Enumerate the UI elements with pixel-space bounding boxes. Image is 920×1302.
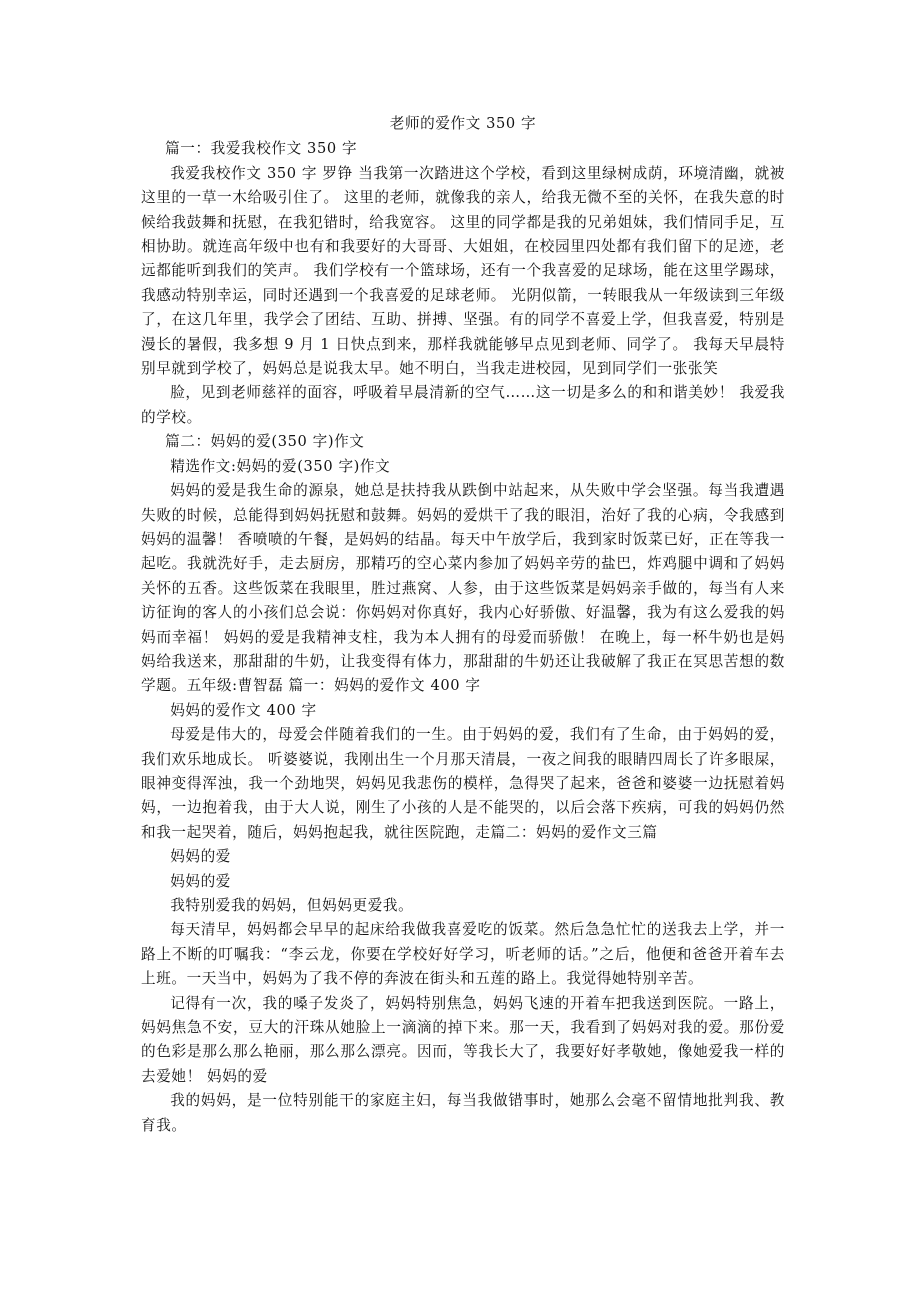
paragraph: 脸，见到老师慈祥的面容，呼吸着早晨清新的空气……这一切是多么的和和谐美妙！ 我爱我的学校。: [141, 384, 785, 426]
section-subheading: 妈妈的爱: [170, 848, 231, 866]
document-title: 老师的爱作文 350 字: [389, 115, 537, 132]
document-page: [141, 112, 785, 1138]
paragraph: 我特别爱我的妈妈，但妈妈更爱我。: [170, 897, 414, 914]
section-subheading: 妈妈的爱: [170, 872, 231, 890]
section-heading: 篇二：妈妈的爱(350 字)作文: [165, 433, 365, 451]
paragraph: 母爱是伟大的，母爱会伴随着我们的一生。由于妈妈的爱，我们有了生命，由于妈妈的爱，我们欢乐地成长。 听婆婆说，我刚出生一个月那天清晨，一夜之间我的眼睛四周长了许多眼屎，眼神变得浑浊，我一个劲地哭，妈妈见我悲伤的模样，急得哭了起来，爸爸和婆婆一边抚慰着妈妈，一边抱着我，由于大人说，刚生了小孩的人是不能哭的，以后会落下疾病，可我的妈妈仍然和我一起哭着，随后，妈妈抱起我，就往医院跑，走篇二：妈妈的爱作文三篇: [141, 726, 785, 841]
paragraph: 记得有一次，我的嗓子发炎了，妈妈特别焦急，妈妈飞速的开着车把我送到医院。一路上，妈妈焦急不安，豆大的汗珠从她脸上一滴滴的掉下来。那一天，我看到了妈妈对我的爱。那份爱的色彩是那么那么艳丽，那么那么漂亮。因而，等我长大了，我要好好孝敬她，像她爱我一样的去爱她！ 妈妈的爱: [141, 994, 785, 1085]
paragraph: 我爱我校作文 350 字 罗铮 当我第一次踏进这个学校，看到这里绿树成荫，环境清幽，就被这里的一草一木给吸引住了。 这里的老师，就像我的亲人，给我无微不至的关怀，在我失意的时候给我鼓舞和抚慰，在我犯错时，给我宽容。 这里的同学都是我的兄弟姐妹，我们情同手足，互相协助。就连高年级中也有和我要好的大哥哥、大姐姐，在校园里四处都有我们留下的足迹，老远都能听到我们的笑声。 我们学校有一个篮球场，还有一个我喜爱的足球场，能在这里学踢球，我感动特别幸运，同时还遇到一个我喜爱的足球老师。 光阴似箭，一转眼我从一年级读到三年级了，在这几年里，我学会了团结、互助、拼搏、坚强。有的同学不喜爱上学，但我喜爱，特别是漫长的暑假，我多想 9 月 1 日快点到来，那样我就能够早点见到老师、同学了。 我每天早晨特别早就到学校了，妈妈总是说我太早。她不明白，当我走进校园，见到同学们一张张笑: [141, 164, 785, 378]
paragraph: 每天清早，妈妈都会早早的起床给我做我喜爱吃的饭菜。然后急急忙忙的送我去上学，并一路上不断的叮嘱我：“李云龙，你要在学校好好学习，听老师的话。”之后，他便和爸爸开着车去上班。一天当中，妈妈为了我不停的奔波在街头和五莲的路上。我觉得她特别辛苦。: [141, 921, 785, 988]
section-subheading: 妈妈的爱作文 400 字: [170, 701, 317, 719]
section-heading: 篇一：我爱我校作文 350 字: [165, 140, 358, 158]
paragraph: 妈妈的爱是我生命的源泉，她总是扶持我从跌倒中站起来，从失败中学会坚强。每当我遭遇失败的时候，总能得到妈妈抚慰和鼓舞。妈妈的爱烘干了我的眼泪，治好了我的心病，令我感到妈妈的温馨！ 香喷喷的午餐，是妈妈的结晶。每天中午放学后，我到家时饭菜已好，正在等我一起吃。我就洗好手，走去厨房，那精巧的空心菜内参加了妈妈辛劳的盐巴，炸鸡腿中调和了妈妈关怀的五香。这些饭菜在我眼里，胜过燕窝、人参，由于这些饭菜是妈妈亲手做的，每当有人来访征询的客人的小孩们总会说：你妈妈对你真好，我内心好骄傲、好温馨，我为有这么爱我的妈妈而幸福！ 妈妈的爱是我精神支柱，我为本人拥有的母爱而骄傲！ 在晚上，每一杯牛奶也是妈妈给我送来，那甜甜的牛奶，让我变得有体力，那甜甜的牛奶还让我破解了我正在冥思苦想的数学题。五年级:曹智磊 篇一：妈妈的爱作文 400 字: [141, 482, 785, 695]
paragraph: 我的妈妈，是一位特别能干的家庭主妇，每当我做错事时，她那么会毫不留情地批判我、教育我。: [141, 1092, 785, 1134]
section-subheading: 精选作文:妈妈的爱(350 字)作文: [170, 457, 391, 475]
